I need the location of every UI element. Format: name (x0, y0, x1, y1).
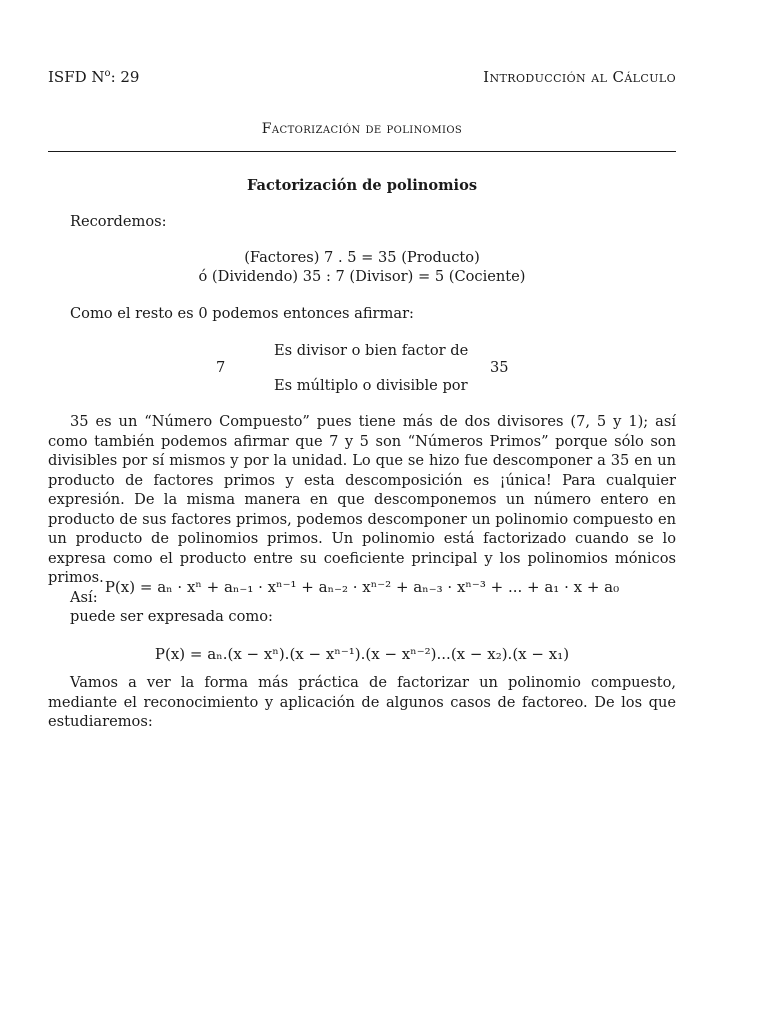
intro-text: Recordemos: (70, 213, 167, 230)
remainder-text: Como el resto es 0 podemos entonces afirmar: (70, 305, 414, 322)
relation-left: 7 (216, 359, 226, 376)
relation-top: Es divisor o bien factor de (274, 342, 469, 359)
closing-paragraph (48, 673, 676, 732)
header-rule (48, 151, 676, 152)
factored-formula-text: P(x) = aₙ.(x − xⁿ).(x − xⁿ⁻¹).(x − xⁿ⁻²)...(x − x₂).(x − x₁) (154, 645, 570, 663)
section-header: Factorización de polinomios (261, 121, 463, 137)
factored-formula (48, 645, 676, 665)
relation-right: 35 (490, 359, 509, 376)
polynomial-formula (48, 578, 676, 598)
asi-label: Así: (70, 588, 98, 606)
document-page (48, 0, 676, 1024)
institute-label: ISFD $N^o$: 29 (48, 68, 140, 86)
course-title: Introducción al Cálculo (483, 68, 676, 86)
expressed-as-text: puede ser expresada como: (70, 608, 273, 625)
example-line-2: ó (Dividendo) 35 : 7 (Divisor) = 5 (Cociente) (198, 268, 526, 285)
page-title: Factorización de polinomios (246, 177, 478, 194)
relation-bottom: Es múltiplo o divisible por (274, 377, 468, 394)
example-line-1: (Factores) 7 . 5 = 35 (Producto) (244, 249, 480, 266)
polynomial-formula-text: P(x) = aₙ · xⁿ + aₙ₋₁ · xⁿ⁻¹ + aₙ₋₂ · xⁿ⁻² + aₙ₋₃ · xⁿ⁻³ + ... + a₁ · x + a₀ (104, 578, 620, 596)
closing-text: Vamos a ver la forma más práctica de factorizar un polinomio compuesto, mediante el reconocimiento y aplicación de algunos casos de factoreo. De los que estudiaremos: (48, 674, 676, 730)
explanation-text: 35 es un “Número Compuesto” pues tiene más de dos divisores (7, 5 y 1); así como también podemos afirmar que 7 y 5 son “Números Primos” porque sólo son divisibles por sí mismos y por la unidad. Lo que se hizo fue descomponer a 35 en un producto de factores primos y esta descomposición es ¡única! Para cualquier expresión. De la misma manera en que descomponemos un número entero en producto de sus factores primos, podemos descomponer un polinomio compuesto en un producto de polinomios primos. Un polinomio está factorizado cuando se lo expresa como el producto entre su coeficiente principal y los polinomios mónicos primos. (48, 413, 676, 586)
